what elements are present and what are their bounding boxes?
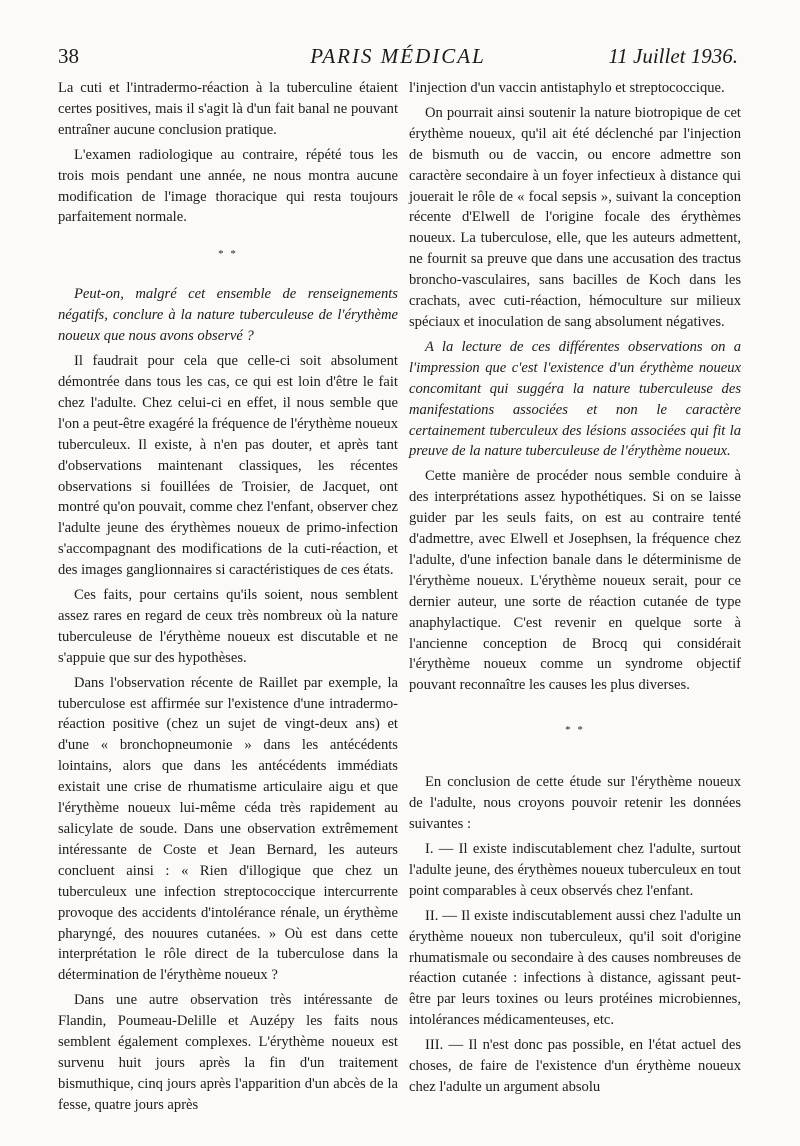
conclusion-item: III. — Il n'est donc pas possible, en l'état actuel des choses, de faire de l'existence d'un érythème noueux chez l'adulte un argument absolu <box>409 1037 741 1095</box>
paragraph: On pourrait ainsi soutenir la nature biotropique de cet érythème noueux, qu'il ait été déclenché par l'injection de bismuth ou de vaccin, ou encore admettre son caractère secondaire à un foyer infectieux à distance qui jouerait le rôle de « focal sepsis », suivant la conception récente d'Elwell de l'origine focale des érythèmes noueux. La tuberculose, elle, que les auteurs admettent, ne fournit sa preuve que dans une accusation des tractus broncho-vasculaires, sans bacilles de Koch dans les crachats, avec cuti-réaction, hémoculture sur milieux spéciaux et inoculation de sang absolument négatives. <box>409 104 741 330</box>
asterism-divider: * * <box>218 248 238 261</box>
conclusion-item: II. — Il existe indiscutablement aussi chez l'adulte un érythème noueux non tuberculeux, qu'il soit d'origine rhumatismale ou secondaire à des causes nombreuses de réaction cutanée : infections à distance, agissant peut-être par leurs toxines ou leurs protéines microbiennes, intolérances médicamenteuses, etc. <box>409 907 741 1029</box>
conclusion-item: I. — Il existe indiscutablement chez l'adulte, surtout l'adulte jeune, des érythèmes noueux tuberculeux en tout point comparables à ceux observés chez l'enfant. <box>409 841 741 899</box>
running-header <box>58 42 738 72</box>
journal-title: PARIS MÉDICAL <box>310 44 486 68</box>
paragraph: La cuti et l'intradermo-réaction à la tuberculine étaient certes positives, mais il s'agit là d'un fait banal ne pouvant entraîner aucune conclusion pratique. <box>58 80 398 138</box>
paragraph: L'examen radiologique au contraire, répété tous les trois mois pendant une année, ne nous montra aucune modification de l'image thoracique qui resta toujours parfaitement normale. <box>58 146 398 226</box>
issue-date: 11 Juillet 1936. <box>608 44 738 68</box>
page-number: 38 <box>58 44 79 68</box>
paragraph: Dans l'observation récente de Raillet par exemple, la tuberculose est affirmée sur l'existence d'une intradermo-réaction positive (chez un sujet de vingt-deux ans) et d'une « bronchopneumonie » dans les antécédents lointains, alors que dans les antécédents immédiats existait une crise de rhumatisme articulaire aigu et que l'érythème noueux lui-même céda très rapidement au salicylate de soude. Dans une observation extrêmement intéressante de Coste et Jean Bernard, les auteurs concluent ainsi : « Rien d'illogique que chez un tuberculeux une infection streptococcique intercurrente provoque des accidents d'intolérance rénale, un érythème pharyngé, des nouures cutanées. » Où est dans cette interprétation le rôle direct de la tuberculose dans la détermination de l'érythème noueux ? <box>58 674 398 984</box>
paragraph-italic: A la lecture de ces différentes observations on a l'impression que c'est l'existence d'un érythème noueux concomitant qui suggéra la nature tuberculeuse des manifestations associées et non le caractère certainement tuberculeux des lésions associées qui fit la preuve de la nature tuberculeuse de l'érythème noueux. <box>409 338 741 460</box>
paragraph: Dans une autre observation très intéressante de Flandin, Poumeau-Delille et Auzépy les faits nous semblent également complexes. L'érythème noueux est survenu huit jours après la fin d'un traitement bismuthique, cinq jours après l'apparition d'un abcès de la fesse, quatre jours après <box>58 992 398 1113</box>
right-column <box>409 78 741 1102</box>
paragraph: Cette manière de procéder nous semble conduire à des interprétations assez hypothétiques. Si on se laisse guider par les seuls faits, on est au contraire tenté d'admettre, avec Elwell et Josephsen, la fréquence chez l'adulte, d'une infection banale dans le déterminisme de l'érythème noueux. L'érythème noueux serait, pour ce dernier auteur, une sorte de réaction cutanée de type anaphylactique. C'est revenir en quelque sorte à l'ancienne conception de Brocq qui considérait l'érythème noueux comme un syndrome objectif pouvant reconnaître les causes les plus diverses. <box>409 468 741 694</box>
asterism-divider: * * <box>565 724 585 737</box>
paragraph-question: Peut-on, malgré cet ensemble de renseignements négatifs, conclure à la nature tuberculeuse de l'érythème noueux que nous avons observé ? <box>58 286 398 345</box>
paragraph: l'injection d'un vaccin antistaphylo et streptococcique. <box>409 80 725 96</box>
paragraph: En conclusion de cette étude sur l'érythème noueux de l'adulte, nous croyons pouvoir retenir les données suivantes : <box>409 774 741 833</box>
paragraph: Il faudrait pour cela que celle-ci soit absolument démontrée dans tous les cas, ce qui est loin d'être le fait chez l'adulte. Chez celui-ci en effet, il nous semble que l'on a peut-être exagéré la fréquence de l'érythème noueux tuberculeux. Il existe, à n'en pas douter, et après tant d'observations maintenant classiques, les récentes observations si fouillées de Troisier, de Jacquet, ont montré qu'on pouvait, comme chez l'enfant, observer chez l'adulte jeune des érythèmes noueux de primo-infection s'accompagnant des modifications de la cuti-réaction, et des images ganglionnaires si caractéristiques de ces états. <box>58 353 398 579</box>
left-column <box>58 78 398 1120</box>
paragraph: Ces faits, pour certains qu'ils soient, nous semblent assez rares en regard de ceux très nombreux où la nature tuberculeuse de l'érythème noueux est discutable et ne s'appuie que sur des hypothèses. <box>58 587 398 666</box>
